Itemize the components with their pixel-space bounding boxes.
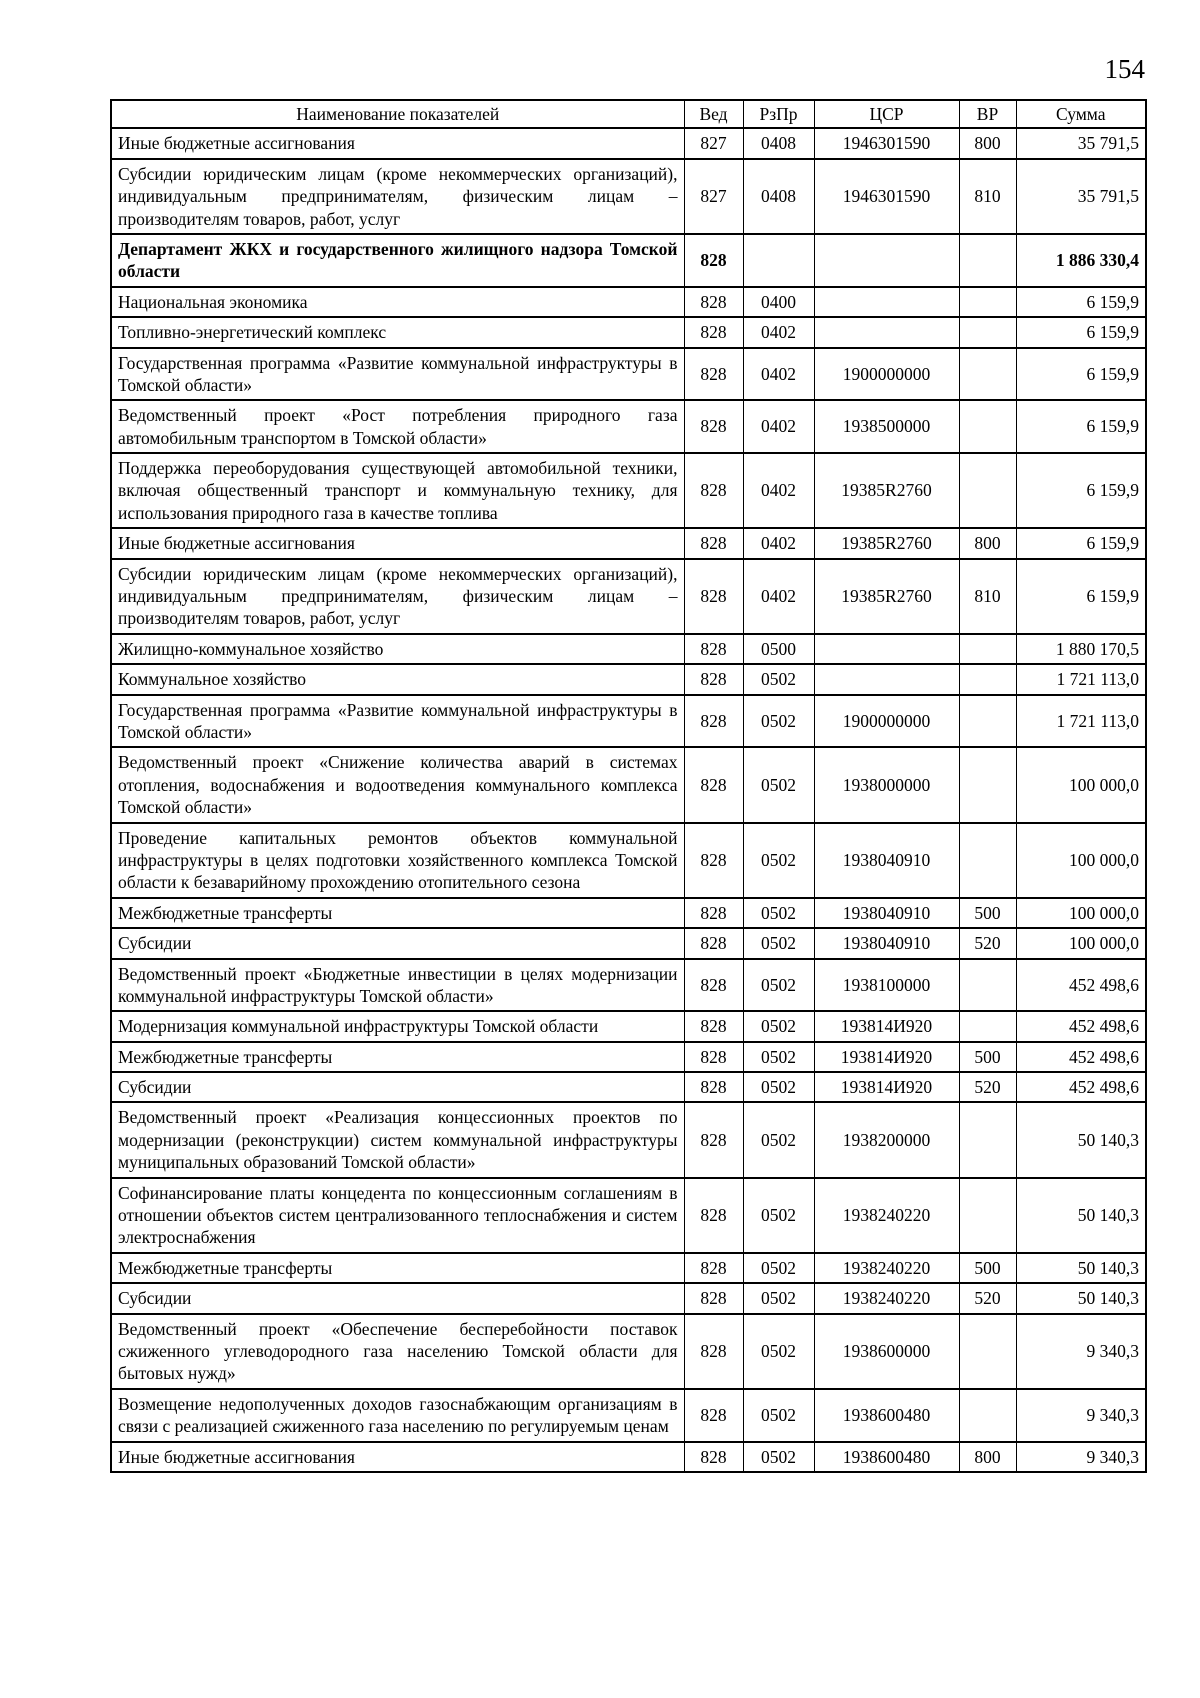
cell-sum: 6 159,9 xyxy=(1016,559,1146,634)
cell-ved: 828 xyxy=(684,1072,743,1102)
cell-rzpr: 0502 xyxy=(743,1011,814,1041)
cell-csr xyxy=(814,234,959,287)
cell-ved: 828 xyxy=(684,348,743,401)
cell-vr xyxy=(959,747,1016,822)
cell-name: Межбюджетные трансферты xyxy=(111,1042,684,1072)
cell-csr: 1938600480 xyxy=(814,1442,959,1472)
cell-csr: 1938600000 xyxy=(814,1314,959,1389)
cell-csr: 1938240220 xyxy=(814,1178,959,1253)
cell-vr: 520 xyxy=(959,1072,1016,1102)
cell-vr xyxy=(959,400,1016,453)
cell-sum: 452 498,6 xyxy=(1016,1042,1146,1072)
cell-rzpr: 0502 xyxy=(743,664,814,694)
cell-ved: 828 xyxy=(684,695,743,748)
cell-sum: 50 140,3 xyxy=(1016,1253,1146,1283)
cell-name: Государственная программа «Развитие коммунальной инфраструктуры в Томской области» xyxy=(111,695,684,748)
cell-name: Ведомственный проект «Рост потребления природного газа автомобильным транспортом в Томской области» xyxy=(111,400,684,453)
cell-name: Ведомственный проект «Снижение количества аварий в системах отопления, водоснабжения и водоотведения коммунального комплекса Томской области» xyxy=(111,747,684,822)
cell-csr: 1938240220 xyxy=(814,1253,959,1283)
cell-ved: 827 xyxy=(684,159,743,234)
table-row xyxy=(111,1283,1146,1313)
cell-rzpr: 0502 xyxy=(743,1442,814,1472)
cell-rzpr: 0402 xyxy=(743,559,814,634)
cell-sum: 35 791,5 xyxy=(1016,159,1146,234)
cell-ved: 828 xyxy=(684,823,743,898)
cell-name: Межбюджетные трансферты xyxy=(111,1253,684,1283)
cell-vr: 500 xyxy=(959,898,1016,928)
cell-name: Коммунальное хозяйство xyxy=(111,664,684,694)
cell-vr xyxy=(959,1011,1016,1041)
table-row xyxy=(111,928,1146,958)
cell-rzpr: 0502 xyxy=(743,695,814,748)
cell-vr: 520 xyxy=(959,1283,1016,1313)
table-header-row xyxy=(111,100,1146,128)
cell-rzpr: 0400 xyxy=(743,287,814,317)
cell-vr xyxy=(959,959,1016,1012)
cell-rzpr: 0402 xyxy=(743,317,814,347)
cell-vr xyxy=(959,823,1016,898)
cell-vr xyxy=(959,317,1016,347)
cell-ved: 828 xyxy=(684,1253,743,1283)
cell-name: Субсидии юридическим лицам (кроме некоммерческих организаций), индивидуальным предпринимателям, физическим лицам – производителям товаров, работ, услуг xyxy=(111,159,684,234)
cell-sum: 1 721 113,0 xyxy=(1016,664,1146,694)
cell-vr: 810 xyxy=(959,159,1016,234)
table-row xyxy=(111,634,1146,664)
cell-rzpr: 0502 xyxy=(743,1283,814,1313)
cell-vr: 800 xyxy=(959,1442,1016,1472)
table-row xyxy=(111,1253,1146,1283)
cell-csr: 1946301590 xyxy=(814,159,959,234)
cell-sum: 6 159,9 xyxy=(1016,400,1146,453)
table-row xyxy=(111,528,1146,558)
cell-name: Софинансирование платы концедента по концессионным соглашениям в отношении объектов систем централизованного теплоснабжения и систем электроснабжения xyxy=(111,1178,684,1253)
table-row xyxy=(111,159,1146,234)
cell-name: Проведение капитальных ремонтов объектов коммунальной инфраструктуры в целях подготовки хозяйственного комплекса Томской области к безаварийному прохождению отопительного сезона xyxy=(111,823,684,898)
cell-rzpr: 0500 xyxy=(743,634,814,664)
cell-csr: 193814И920 xyxy=(814,1072,959,1102)
cell-name: Иные бюджетные ассигнования xyxy=(111,1442,684,1472)
cell-vr xyxy=(959,1178,1016,1253)
cell-sum: 50 140,3 xyxy=(1016,1178,1146,1253)
cell-vr xyxy=(959,1314,1016,1389)
cell-rzpr: 0502 xyxy=(743,898,814,928)
cell-rzpr: 0502 xyxy=(743,1072,814,1102)
cell-sum: 1 721 113,0 xyxy=(1016,695,1146,748)
cell-vr xyxy=(959,1389,1016,1442)
cell-rzpr: 0502 xyxy=(743,747,814,822)
cell-rzpr: 0502 xyxy=(743,1102,814,1177)
cell-rzpr: 0402 xyxy=(743,348,814,401)
cell-sum: 6 159,9 xyxy=(1016,287,1146,317)
cell-csr xyxy=(814,634,959,664)
column-header-rzpr: РзПр xyxy=(743,100,814,128)
cell-ved: 828 xyxy=(684,1314,743,1389)
cell-name: Возмещение недополученных доходов газоснабжающим организациям в связи с реализацией сжиженного газа населению по регулируемым ценам xyxy=(111,1389,684,1442)
table-row xyxy=(111,959,1146,1012)
cell-rzpr: 0502 xyxy=(743,1389,814,1442)
cell-ved: 828 xyxy=(684,747,743,822)
cell-csr: 1946301590 xyxy=(814,128,959,158)
cell-ved: 828 xyxy=(684,1011,743,1041)
cell-sum: 9 340,3 xyxy=(1016,1314,1146,1389)
cell-sum: 6 159,9 xyxy=(1016,348,1146,401)
cell-name: Национальная экономика xyxy=(111,287,684,317)
table-row xyxy=(111,287,1146,317)
cell-csr: 1938000000 xyxy=(814,747,959,822)
cell-csr: 1938040910 xyxy=(814,898,959,928)
table-row xyxy=(111,234,1146,287)
table-row xyxy=(111,1011,1146,1041)
cell-rzpr: 0502 xyxy=(743,928,814,958)
cell-ved: 828 xyxy=(684,959,743,1012)
cell-name: Ведомственный проект «Бюджетные инвестиции в целях модернизации коммунальной инфраструктуры Томской области» xyxy=(111,959,684,1012)
cell-ved: 828 xyxy=(684,528,743,558)
cell-csr xyxy=(814,664,959,694)
cell-ved: 828 xyxy=(684,1442,743,1472)
cell-ved: 828 xyxy=(684,287,743,317)
cell-vr xyxy=(959,287,1016,317)
cell-name: Иные бюджетные ассигнования xyxy=(111,528,684,558)
cell-vr xyxy=(959,634,1016,664)
cell-vr: 500 xyxy=(959,1042,1016,1072)
cell-ved: 828 xyxy=(684,1102,743,1177)
column-header-csr: ЦСР xyxy=(814,100,959,128)
cell-csr: 19385R2760 xyxy=(814,453,959,528)
table-row xyxy=(111,747,1146,822)
cell-ved: 828 xyxy=(684,1042,743,1072)
cell-vr: 800 xyxy=(959,528,1016,558)
table-row xyxy=(111,1178,1146,1253)
cell-vr: 800 xyxy=(959,128,1016,158)
cell-name: Иные бюджетные ассигнования xyxy=(111,128,684,158)
cell-csr: 1900000000 xyxy=(814,348,959,401)
cell-csr: 193814И920 xyxy=(814,1011,959,1041)
table-row xyxy=(111,1042,1146,1072)
cell-csr: 1938040910 xyxy=(814,928,959,958)
table-row xyxy=(111,823,1146,898)
cell-ved: 828 xyxy=(684,1389,743,1442)
cell-vr: 520 xyxy=(959,928,1016,958)
budget-table xyxy=(110,99,1147,1473)
table-row xyxy=(111,1314,1146,1389)
cell-sum: 100 000,0 xyxy=(1016,928,1146,958)
cell-rzpr: 0402 xyxy=(743,528,814,558)
cell-sum: 50 140,3 xyxy=(1016,1283,1146,1313)
cell-name: Жилищно-коммунальное хозяйство xyxy=(111,634,684,664)
cell-vr xyxy=(959,453,1016,528)
cell-csr xyxy=(814,287,959,317)
cell-ved: 828 xyxy=(684,559,743,634)
cell-vr xyxy=(959,234,1016,287)
cell-sum: 9 340,3 xyxy=(1016,1389,1146,1442)
cell-name: Поддержка переоборудования существующей автомобильной техники, включая общественный транспорт и коммунальную технику, для использования природного газа в качестве топлива xyxy=(111,453,684,528)
cell-rzpr: 0502 xyxy=(743,823,814,898)
cell-sum: 100 000,0 xyxy=(1016,898,1146,928)
cell-vr xyxy=(959,695,1016,748)
cell-vr xyxy=(959,348,1016,401)
cell-csr: 19385R2760 xyxy=(814,528,959,558)
cell-csr: 1900000000 xyxy=(814,695,959,748)
table-row xyxy=(111,664,1146,694)
cell-sum: 6 159,9 xyxy=(1016,317,1146,347)
cell-csr: 1938100000 xyxy=(814,959,959,1012)
cell-csr: 1938200000 xyxy=(814,1102,959,1177)
cell-rzpr xyxy=(743,234,814,287)
cell-ved: 828 xyxy=(684,453,743,528)
cell-ved: 828 xyxy=(684,400,743,453)
cell-csr xyxy=(814,317,959,347)
cell-sum: 50 140,3 xyxy=(1016,1102,1146,1177)
table-row xyxy=(111,317,1146,347)
cell-rzpr: 0402 xyxy=(743,453,814,528)
cell-ved: 827 xyxy=(684,128,743,158)
cell-rzpr: 0502 xyxy=(743,959,814,1012)
column-header-ved: Вед xyxy=(684,100,743,128)
cell-rzpr: 0408 xyxy=(743,128,814,158)
cell-name: Модернизация коммунальной инфраструктуры Томской области xyxy=(111,1011,684,1041)
table-row xyxy=(111,1389,1146,1442)
cell-sum: 1 880 170,5 xyxy=(1016,634,1146,664)
column-header-vr: ВР xyxy=(959,100,1016,128)
cell-ved: 828 xyxy=(684,898,743,928)
cell-csr: 1938240220 xyxy=(814,1283,959,1313)
cell-name: Субсидии юридическим лицам (кроме некоммерческих организаций), индивидуальным предпринимателям, физическим лицам – производителям товаров, работ, услуг xyxy=(111,559,684,634)
table-row xyxy=(111,400,1146,453)
cell-ved: 828 xyxy=(684,317,743,347)
table-row xyxy=(111,453,1146,528)
cell-name: Межбюджетные трансферты xyxy=(111,898,684,928)
cell-sum: 100 000,0 xyxy=(1016,823,1146,898)
table-row xyxy=(111,898,1146,928)
table-row xyxy=(111,695,1146,748)
cell-sum: 6 159,9 xyxy=(1016,453,1146,528)
column-header-name: Наименование показателей xyxy=(111,100,684,128)
cell-name: Ведомственный проект «Обеспечение бесперебойности поставок сжиженного углеводородного газа населению Томской области для бытовых нужд» xyxy=(111,1314,684,1389)
cell-rzpr: 0502 xyxy=(743,1178,814,1253)
cell-csr: 1938600480 xyxy=(814,1389,959,1442)
cell-name: Субсидии xyxy=(111,1072,684,1102)
cell-name: Государственная программа «Развитие коммунальной инфраструктуры в Томской области» xyxy=(111,348,684,401)
cell-vr: 500 xyxy=(959,1253,1016,1283)
cell-sum: 6 159,9 xyxy=(1016,528,1146,558)
cell-ved: 828 xyxy=(684,928,743,958)
cell-sum: 100 000,0 xyxy=(1016,747,1146,822)
cell-ved: 828 xyxy=(684,634,743,664)
cell-sum: 1 886 330,4 xyxy=(1016,234,1146,287)
cell-ved: 828 xyxy=(684,234,743,287)
column-header-sum: Сумма xyxy=(1016,100,1146,128)
cell-rzpr: 0402 xyxy=(743,400,814,453)
cell-ved: 828 xyxy=(684,1283,743,1313)
cell-vr xyxy=(959,1102,1016,1177)
cell-rzpr: 0502 xyxy=(743,1042,814,1072)
page-number: 154 xyxy=(1104,54,1145,84)
cell-rzpr: 0502 xyxy=(743,1253,814,1283)
cell-rzpr: 0502 xyxy=(743,1314,814,1389)
table-row xyxy=(111,1072,1146,1102)
cell-sum: 9 340,3 xyxy=(1016,1442,1146,1472)
cell-sum: 452 498,6 xyxy=(1016,959,1146,1012)
cell-name: Субсидии xyxy=(111,928,684,958)
cell-csr: 1938040910 xyxy=(814,823,959,898)
cell-name: Ведомственный проект «Реализация концессионных проектов по модернизации (реконструкции) систем коммунальной инфраструктуры муниципальных образований Томской области» xyxy=(111,1102,684,1177)
cell-csr: 1938500000 xyxy=(814,400,959,453)
table-row xyxy=(111,1442,1146,1472)
table-row xyxy=(111,1102,1146,1177)
cell-sum: 452 498,6 xyxy=(1016,1011,1146,1041)
cell-name: Субсидии xyxy=(111,1283,684,1313)
cell-rzpr: 0408 xyxy=(743,159,814,234)
table-row xyxy=(111,128,1146,158)
cell-vr: 810 xyxy=(959,559,1016,634)
table-row xyxy=(111,559,1146,634)
table-row xyxy=(111,348,1146,401)
cell-csr: 193814И920 xyxy=(814,1042,959,1072)
cell-ved: 828 xyxy=(684,1178,743,1253)
cell-sum: 35 791,5 xyxy=(1016,128,1146,158)
cell-name: Топливно-энергетический комплекс xyxy=(111,317,684,347)
cell-ved: 828 xyxy=(684,664,743,694)
cell-sum: 452 498,6 xyxy=(1016,1072,1146,1102)
cell-csr: 19385R2760 xyxy=(814,559,959,634)
cell-name: Департамент ЖКХ и государственного жилищного надзора Томской области xyxy=(111,234,684,287)
cell-vr xyxy=(959,664,1016,694)
